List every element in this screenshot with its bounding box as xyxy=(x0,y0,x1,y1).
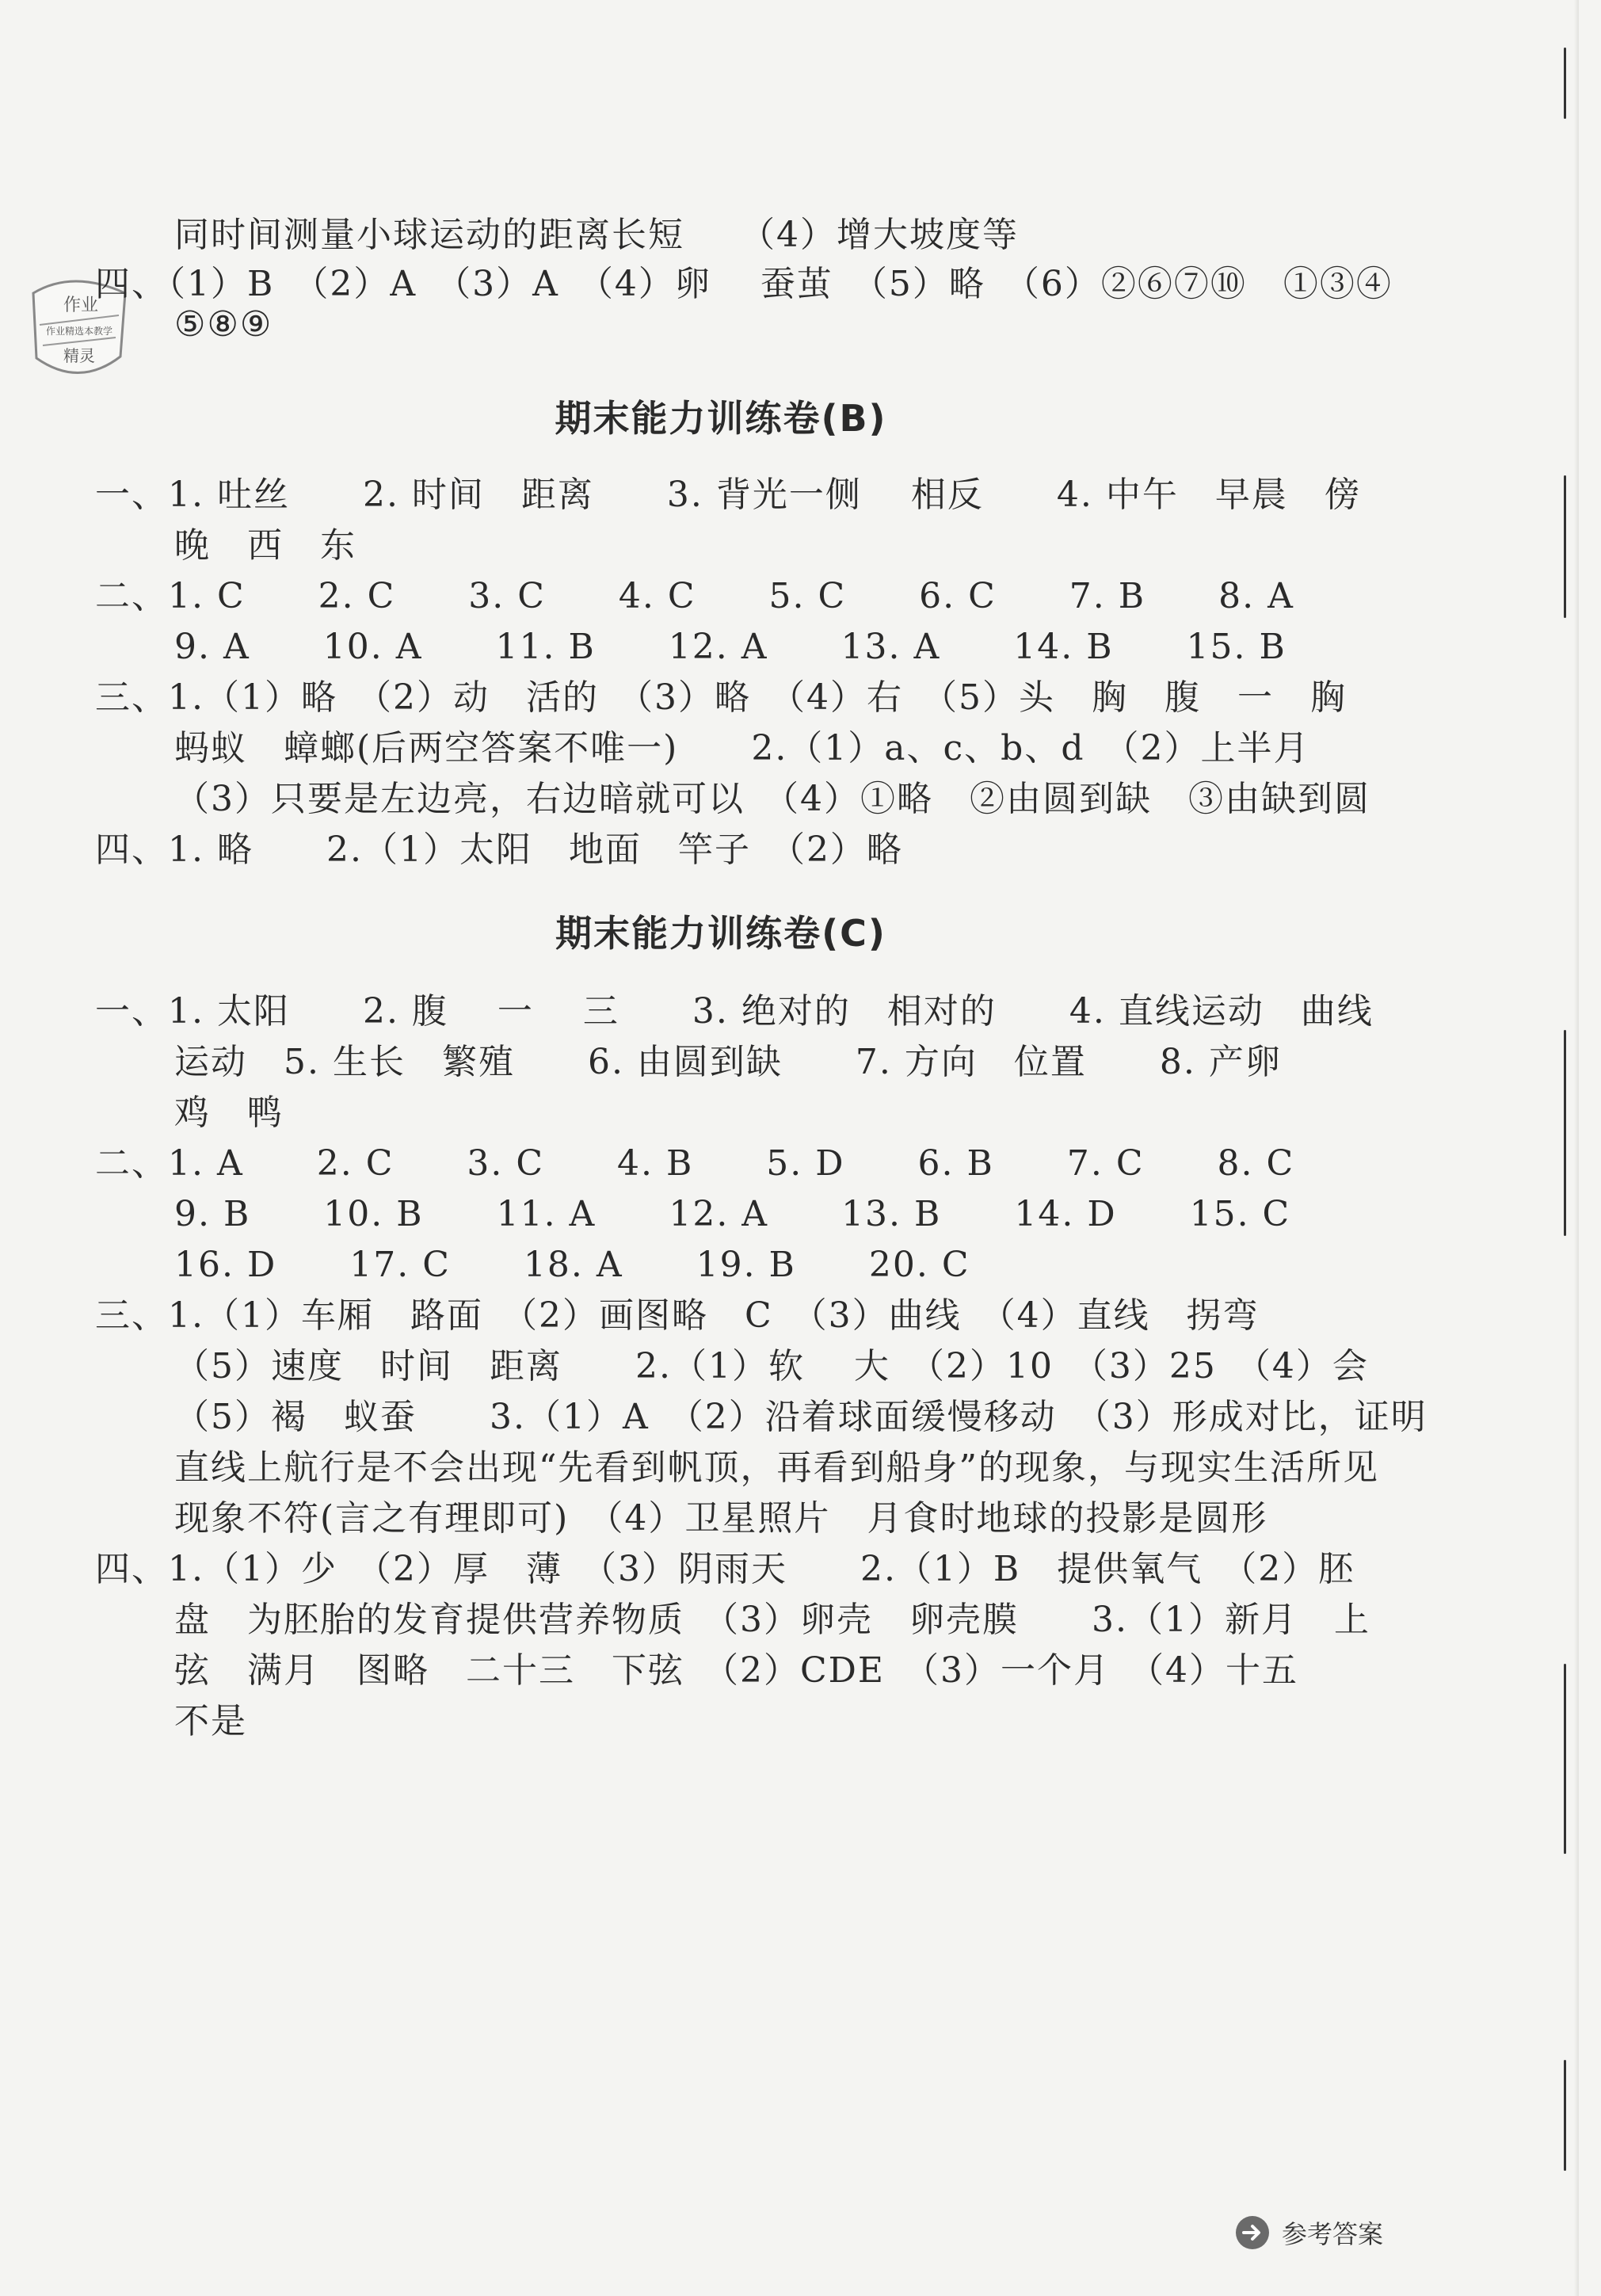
text-line: （3）只要是左边亮，右边暗就可以 （4）①略 ②由圆到缺 ③由缺到圆 xyxy=(174,779,1370,819)
text-line: ⑤⑧⑨ xyxy=(174,304,273,345)
text-line: 9. B 10. B 11. A 12. A 13. B 14. D 15. C xyxy=(174,1194,1291,1234)
section-c-title: 期末能力训练卷(C) xyxy=(555,912,886,955)
section-b-title: 期末能力训练卷(B) xyxy=(555,397,887,440)
text-line: 四、1.（1）少 （2）厚 薄 （3）阴雨天 2.（1）B 提供氧气 （2）胚 xyxy=(95,1549,1355,1589)
text-line: 弦 满月 图略 二十三 下弦 （2）CDE （3）一个月 （4）十五 xyxy=(174,1650,1299,1691)
edge-mark xyxy=(1564,1664,1566,1854)
text-line: 9. A 10. A 11. B 12. A 13. A 14. B 15. B xyxy=(174,627,1287,667)
edge-mark xyxy=(1564,475,1566,618)
svg-text:精灵: 精灵 xyxy=(63,346,95,365)
footer xyxy=(1236,2214,1383,2251)
text-line: 同时间测量小球运动的距离长短 （4）增大坡度等 xyxy=(174,215,1019,255)
text-line: （5）速度 时间 距离 2.（1）软 大 （2）10 （3）25 （4）会 xyxy=(174,1346,1369,1386)
svg-text:作业: 作业 xyxy=(63,296,99,315)
text-line: 四、（1）B （2）A （3）A （4）卵 蚕茧 （5）略 （6）②⑥⑦⑩ ①③④ xyxy=(95,264,1393,304)
text-line: 一、1. 太阳 2. 腹 一 三 3. 绝对的 相对的 4. 直线运动 曲线 xyxy=(95,991,1374,1032)
text-line: 一、1. 吐丝 2. 时间 距离 3. 背光一侧 相反 4. 中午 早晨 傍 xyxy=(95,475,1361,515)
text-line: 三、1.（1）略 （2）动 活的 （3）略 （4）右 （5）头 胸 腹 一 胸 xyxy=(95,677,1347,718)
svg-text:作业精选本教学: 作业精选本教学 xyxy=(45,326,113,337)
edge-mark xyxy=(1564,2060,1566,2171)
arrow-right-icon xyxy=(1236,2216,1269,2249)
text-line: （5）褐 蚁蚕 3.（1）A （2）沿着球面缓慢移动 （3）形成对比，证明 xyxy=(174,1397,1428,1437)
edge-mark xyxy=(1564,48,1566,119)
text-line: 四、1. 略 2.（1）太阳 地面 竿子 （2）略 xyxy=(95,830,903,870)
text-line: 晚 西 东 xyxy=(174,525,356,566)
text-line: 二、1. C 2. C 3. C 4. C 5. C 6. C 7. B 8. A xyxy=(95,576,1294,616)
text-line: 盘 为胚胎的发育提供营养物质 （3）卵壳 卵壳膜 3.（1）新月 上 xyxy=(174,1600,1370,1640)
text-line: 16. D 17. C 18. A 19. B 20. C xyxy=(174,1245,970,1285)
text-line: 直线上航行是不会出现“先看到帆顶，再看到船身”的现象，与现实生活所见 xyxy=(174,1447,1379,1488)
text-line: 运动 5. 生长 繁殖 6. 由圆到缺 7. 方向 位置 8. 产卵 xyxy=(174,1042,1282,1082)
edge-mark xyxy=(1564,1030,1566,1236)
text-line: 不是 xyxy=(174,1701,247,1741)
text-line: 蚂蚁 蟑螂(后两空答案不唯一) 2.（1）a、c、b、d （2）上半月 xyxy=(174,728,1310,769)
page-edge xyxy=(1574,0,1579,2296)
text-line: 三、1.（1）车厢 路面 （2）画图略 C （3）曲线 （4）直线 拐弯 xyxy=(95,1295,1260,1336)
text-line: 二、1. A 2. C 3. C 4. B 5. D 6. B 7. C 8. C xyxy=(95,1143,1295,1184)
text-line: 现象不符(言之有理即可) （4）卫星照片 月食时地球的投影是圆形 xyxy=(174,1498,1268,1539)
footer-label: 参考答案 xyxy=(1282,2219,1384,2249)
text-line: 鸡 鸭 xyxy=(174,1093,284,1133)
